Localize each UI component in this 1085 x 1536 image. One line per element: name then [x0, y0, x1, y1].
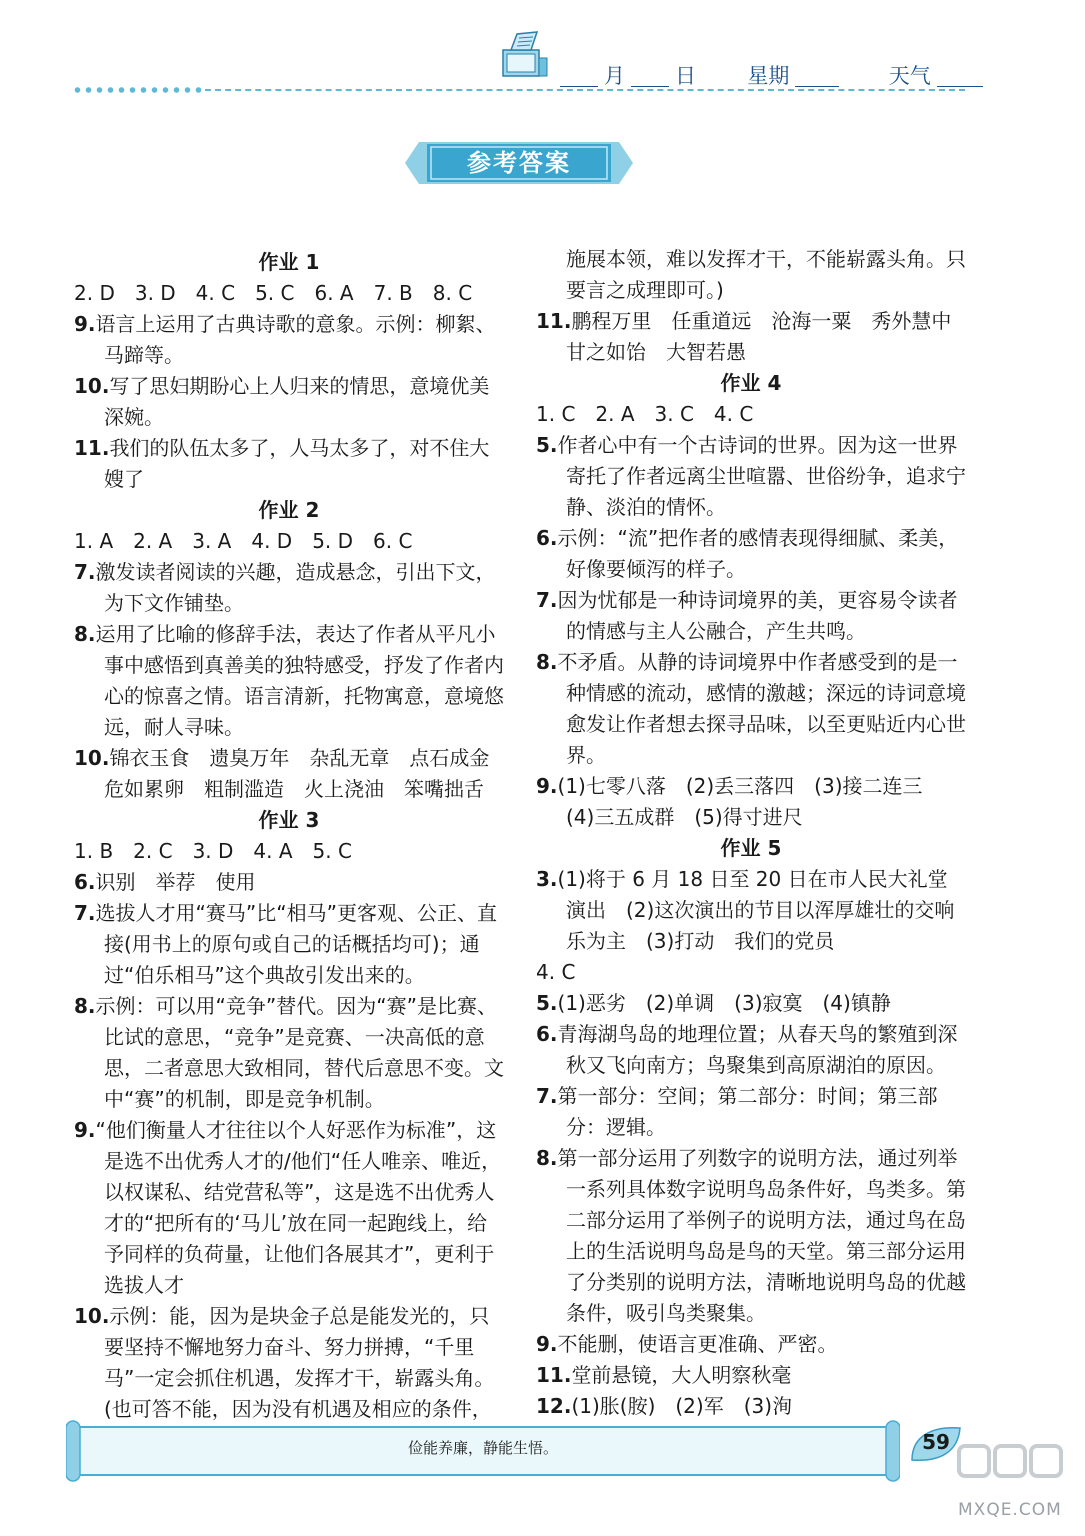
answer-item: [536, 988, 966, 1019]
answer-text: (1)将于 6 月 18 日至 20 日在市人民大礼堂演出 (2)这次演出的节目以浑厚雄壮的交响乐为主 (3)打动 我们的党员: [557, 867, 955, 953]
answer-continuation: (4)三五成群 (5)得寸进尺: [566, 805, 803, 829]
answer-number: 9.: [74, 1118, 96, 1142]
answer-text: “他们衡量人才往往以个人好恶作为标准”，这是选不出优秀人才的/他们“任人唯亲、唯近，以权谋私、结党营私等”，这是选不出优秀人才的“把所有的‘马儿’放在同一起跑线上，给予同样的负荷量，让他们各展其才”，更利于选拔人才: [95, 1118, 502, 1297]
answer-text: 我们的队伍太多了，人马太多了，对不住大嫂了: [104, 436, 490, 491]
answer-text: 语言上运用了古典诗歌的意象。示例：柳絮、马蹄等。: [95, 312, 496, 367]
answer-item: [536, 1019, 966, 1081]
answer-item: [74, 1115, 504, 1301]
watermark-text: MXQE.COM: [958, 1500, 1062, 1520]
answer-text: 堂前悬镜，大人明察秋毫: [571, 1363, 792, 1387]
answer-text: (1)胀(胺) (2)军 (3)洵: [571, 1394, 793, 1418]
answer-item: [536, 771, 966, 802]
answer-text: 2. D 3. D 4. C 5. C 6. A 7. B 8. C: [74, 281, 473, 305]
answer-item: [74, 836, 504, 867]
answer-number: 9.: [536, 774, 558, 798]
answer-text: 不能删，使语言更准确、严密。: [557, 1332, 838, 1356]
answer-item: [74, 526, 504, 557]
month-label: 月: [604, 64, 625, 88]
answer-number: 7.: [536, 588, 558, 612]
answer-number: 8.: [74, 622, 96, 646]
answer-number: 7.: [74, 901, 96, 925]
answer-text: 1. C 2. A 3. C 4. C: [536, 402, 754, 426]
answer-item: [74, 619, 504, 743]
weekday-blank: [795, 66, 839, 87]
answer-number: 10.: [74, 746, 110, 770]
answer-number: 8.: [536, 650, 558, 674]
section-heading: 作业 2: [258, 498, 320, 522]
answer-text: 识别 举荐 使用: [95, 870, 256, 894]
answer-number: 11.: [74, 436, 110, 460]
answer-number: 5.: [536, 433, 558, 457]
answer-item: [536, 1143, 966, 1329]
answer-text: 1. A 2. A 3. A 4. D 5. D 6. C: [74, 529, 413, 553]
answer-text: (1)恶劣 (2)单调 (3)寂寞 (4)镇静: [557, 991, 891, 1015]
answer-item: [74, 991, 504, 1115]
answer-item: [536, 523, 966, 585]
weather-label: 天气: [888, 64, 931, 88]
date-weather-fields: [560, 60, 983, 90]
answer-number: 9.: [74, 312, 96, 336]
page-title: 参考答案: [467, 149, 571, 177]
answer-item: [536, 306, 966, 337]
answer-item: [536, 1391, 966, 1422]
answer-text: 运用了比喻的修辞手法，表达了作者从平凡小事中感悟到真善美的独特感受，抒发了作者内心的惊喜之情。语言清新，托物寓意，意境悠远，耐人寻味。: [95, 622, 504, 739]
section-heading: 作业 1: [258, 250, 320, 274]
answer-item: [536, 430, 966, 523]
answer-text: 4. C: [536, 960, 576, 984]
answer-number: 6.: [536, 526, 558, 550]
answer-text: 鹏程万里 任重道远 沧海一粟 秀外慧中: [571, 309, 952, 333]
answer-number: 7.: [536, 1084, 558, 1108]
answer-text: 因为忧郁是一种诗词境界的美，更容易令读者的情感与主人公融合，产生共鸣。: [557, 588, 958, 643]
answer-text: 示例：“流”把作者的感情表现得细腻、柔美，好像要倾泻的样子。: [557, 526, 959, 581]
answer-text: 第一部分：空间；第二部分：时间；第三部分：逻辑。: [557, 1084, 938, 1139]
answer-text: 青海湖鸟岛的地理位置；从春天鸟的繁殖到深秋又飞向南方；鸟聚集到高原湖泊的原因。: [557, 1022, 958, 1077]
answer-item: [536, 1329, 966, 1360]
answer-item: [74, 371, 504, 433]
section-heading: 作业 3: [258, 808, 320, 832]
answer-item: [74, 309, 504, 371]
section-heading: 作业 4: [720, 371, 782, 395]
answer-item: [74, 557, 504, 619]
answer-text: 激发读者阅读的兴趣，造成悬念，引出下文，为下文作铺垫。: [95, 560, 496, 615]
answer-item: [536, 864, 966, 957]
answer-number: 6.: [536, 1022, 558, 1046]
answer-number: 9.: [536, 1332, 558, 1356]
answer-text: (1)七零八落 (2)丢三落四 (3)接二连三: [557, 774, 923, 798]
answer-text: 作者心中有一个古诗词的世界。因为这一世界寄托了作者远离尘世喧嚣、世俗纷争，追求宁静、淡泊的情怀。: [557, 433, 966, 519]
answer-text: 示例：可以用“竞争”替代。因为“赛”是比赛、比试的意思，“竞争”是竞赛、一决高低的意思，二者意思大致相同，替代后意思不变。文中“赛”的机制，即是竞争机制。: [95, 994, 504, 1111]
answer-text: 锦衣玉食 遗臭万年 杂乱无章 点石成金: [109, 746, 490, 770]
answer-item: [536, 1360, 966, 1391]
answer-number: 12.: [536, 1394, 572, 1418]
page-number: 59: [922, 1430, 950, 1454]
answer-item: [74, 743, 504, 774]
day-blank: [631, 66, 669, 87]
answer-continuation: 甘之如饴 大智若愚: [566, 340, 746, 364]
answer-number: 5.: [536, 991, 558, 1015]
answer-item: [74, 898, 504, 991]
answer-number: 11.: [536, 1363, 572, 1387]
left-answer-column: [74, 247, 504, 1456]
header-dots: [72, 86, 202, 94]
answer-number: 6.: [74, 870, 96, 894]
answer-number: 8.: [74, 994, 96, 1018]
month-blank: [560, 66, 598, 87]
section-heading: 作业 5: [720, 836, 782, 860]
answer-text: 不矛盾。从静的诗词境界中作者感受到的是一种情感的流动，感情的激越；深远的诗词意境愈发让作者想去探寻品味，以至更贴近内心世界。: [557, 650, 966, 767]
footer-motto: 俭能养廉，静能生悟。: [407, 1439, 558, 1457]
answer-item: [536, 957, 966, 988]
book-stack-icon: [497, 28, 551, 82]
answer-text: 选拔人才用“赛马”比“相马”更客观、公正、直接(用书上的原句或自己的话概括均可)；通过“伯乐相马”这个典故引发出来的。: [95, 901, 497, 987]
answer-item: [536, 399, 966, 430]
answer-item: [536, 1081, 966, 1143]
answer-text: 示例：能，因为是块金子总是能发光的，只要坚持不懈地努力奋斗、努力拼搏，“千里马”一定会抓住机遇，发挥才干，崭露头角。(也可答不能，因为没有机遇及相应的条件，: [104, 1304, 495, 1421]
answer-number: 10.: [74, 374, 110, 398]
answer-text: 1. B 2. C 3. D 4. A 5. C: [74, 839, 352, 863]
answer-item: [536, 585, 966, 647]
answer-number: 8.: [536, 1146, 558, 1170]
answer-item: [74, 278, 504, 309]
day-label: 日: [675, 64, 696, 88]
weather-blank: [937, 66, 983, 87]
answer-item: [74, 867, 504, 898]
answer-text: 写了思妇期盼心上人归来的情思，意境优美深婉。: [104, 374, 490, 429]
answer-item: [536, 647, 966, 771]
answer-text: 第一部分运用了列数字的说明方法，通过列举一系列具体数字说明鸟岛条件好，鸟类多。第二部分运用了举例子的说明方法，通过鸟在岛上的生活说明鸟岛是鸟的天堂。第三部分运用了分类别的说明方法，清晰地说明鸟岛的优越条件，吸引鸟类聚集。: [557, 1146, 966, 1325]
answer-number: 11.: [536, 309, 572, 333]
answer-number: 3.: [536, 867, 558, 891]
answer-continuation: 危如累卵 粗制滥造 火上浇油 笨嘴拙舌: [104, 777, 484, 801]
right-answer-column: [536, 244, 966, 1422]
answer-number: 7.: [74, 560, 96, 584]
answer-item: [74, 433, 504, 495]
weekday-label: 星期: [747, 64, 790, 88]
answer-number: 10.: [74, 1304, 110, 1328]
answer-continuation: 施展本领，难以发挥才干，不能崭露头角。只要言之成理即可。): [566, 247, 966, 302]
